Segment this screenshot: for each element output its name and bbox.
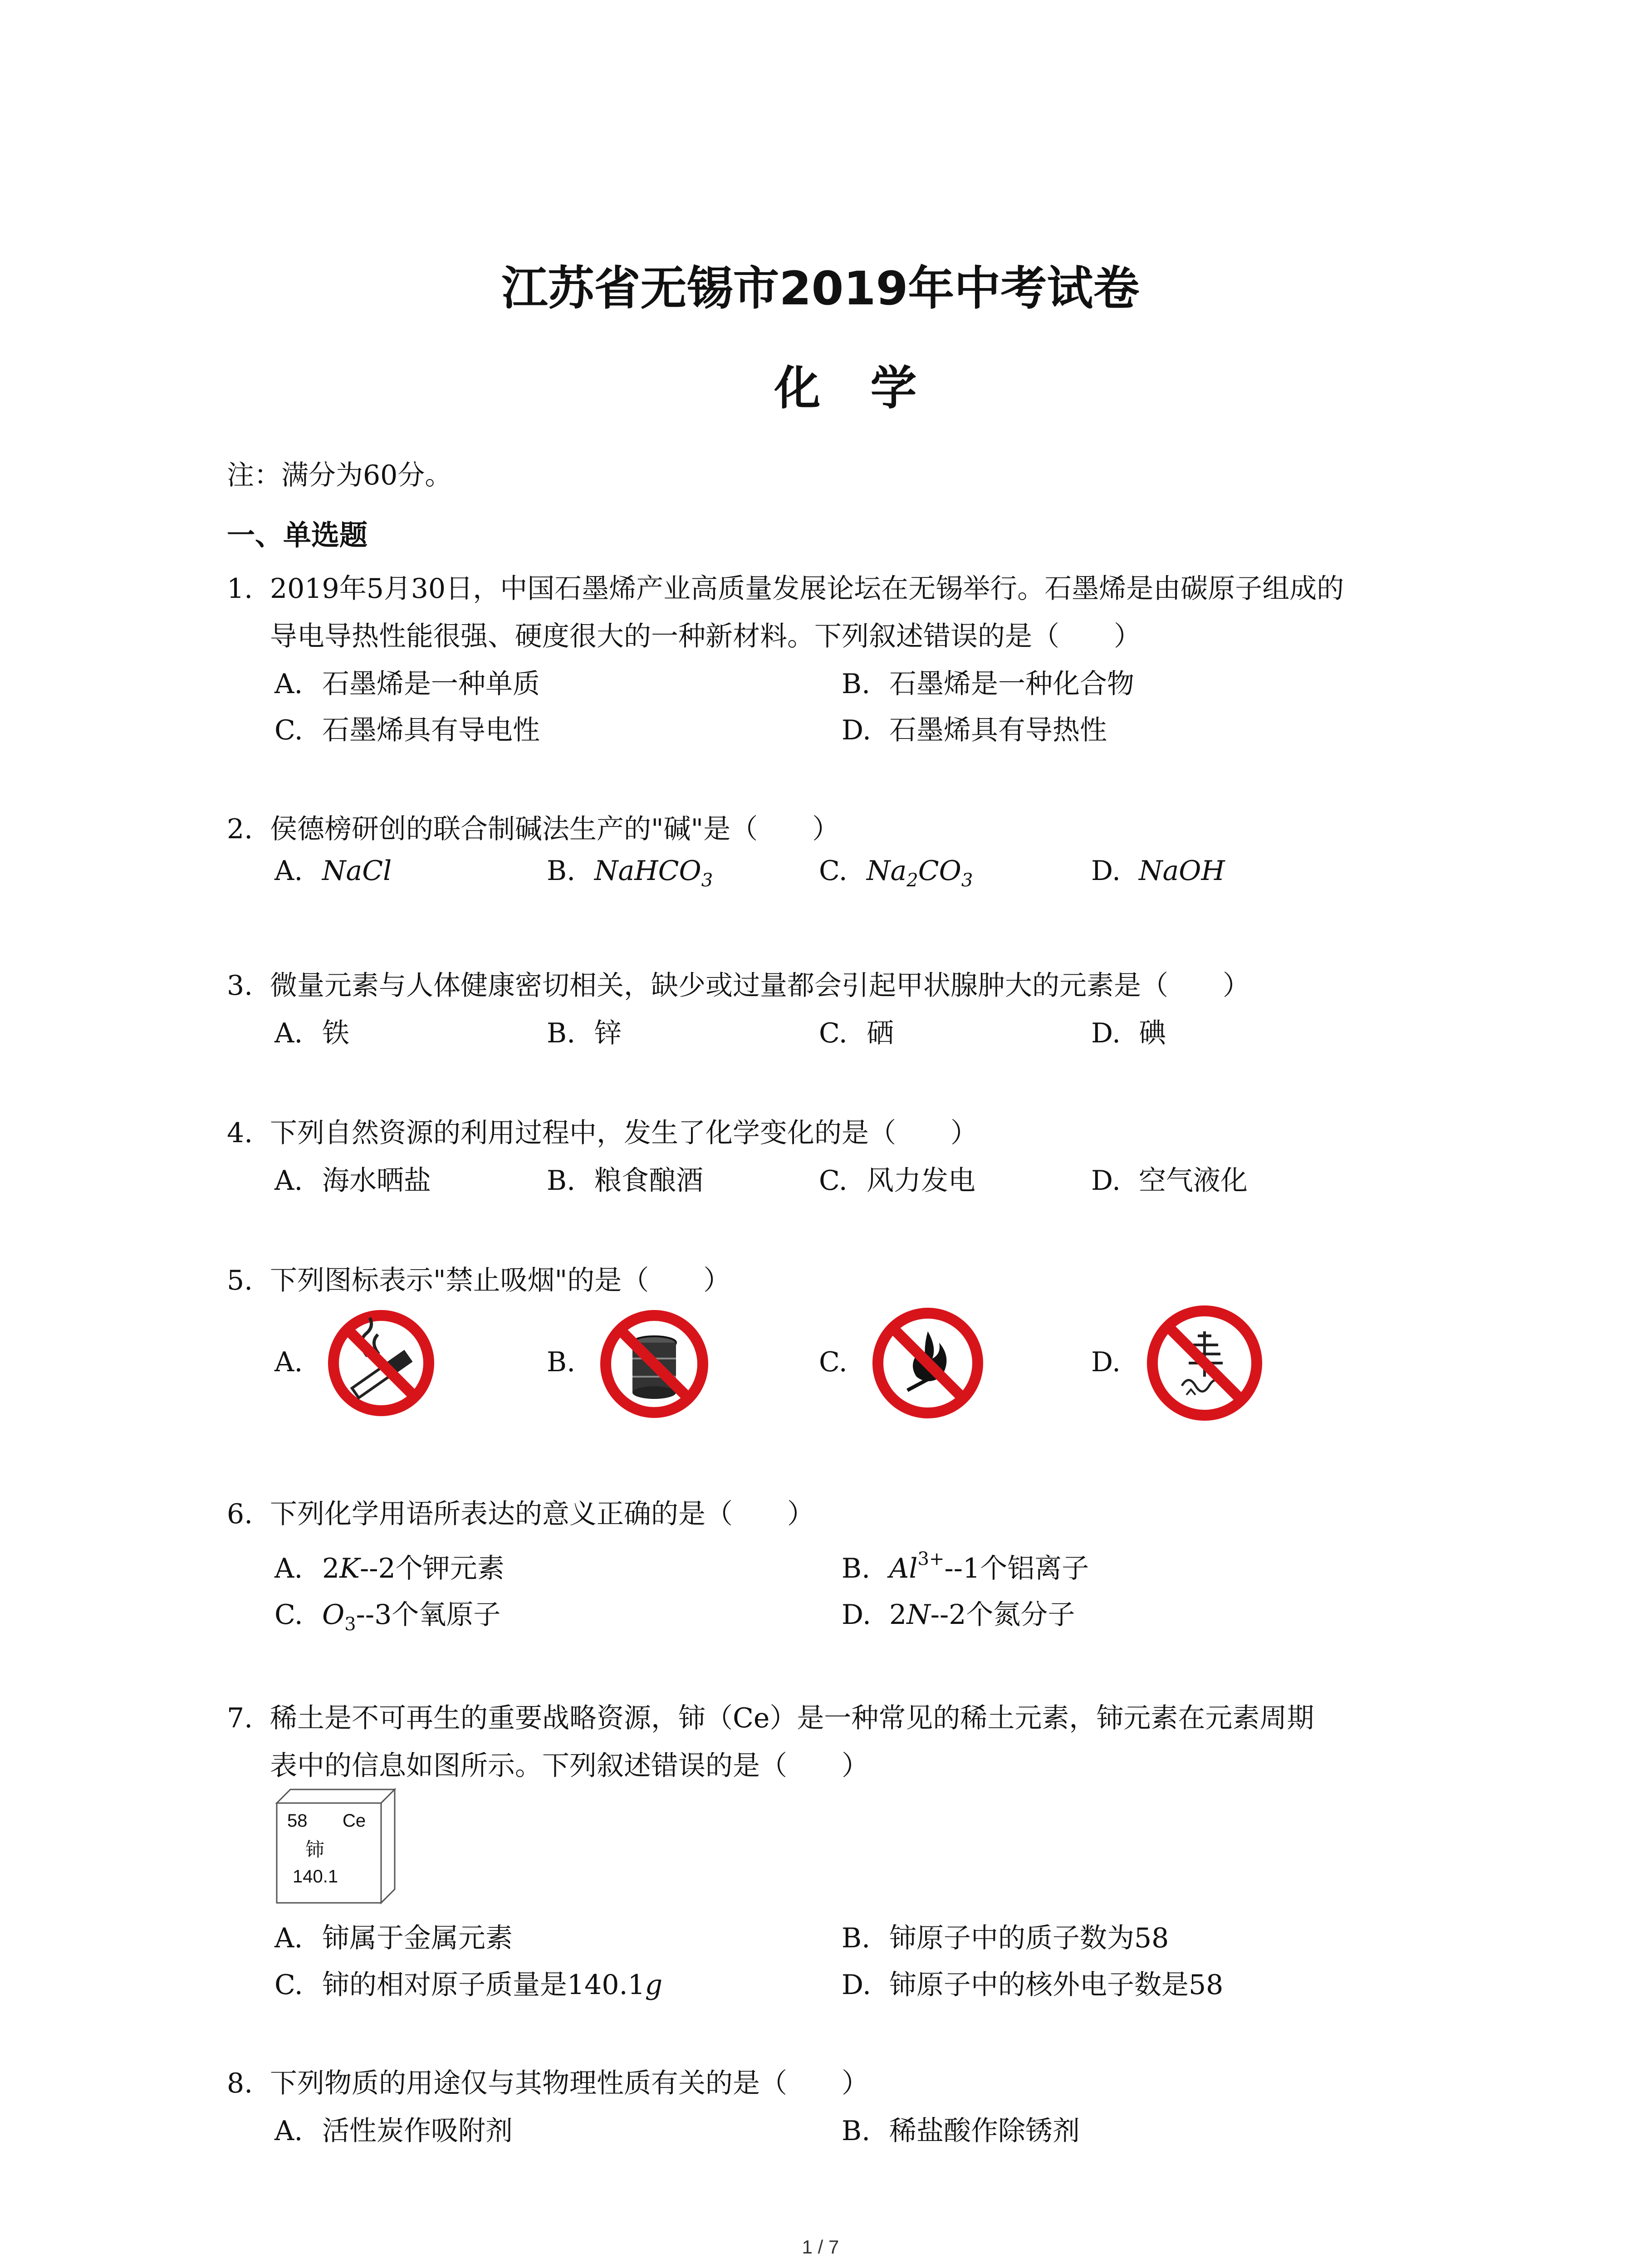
q6-option-c[interactable]: C. $O_3--3$个氧原子: [274, 1599, 501, 1635]
q8-option-b[interactable]: B. 稀盐酸作除锈剂: [842, 2115, 1080, 2147]
q7-option-c[interactable]: C. 铈的相对原子质量是140.1g: [274, 1969, 663, 2001]
cube-outline: [274, 1787, 397, 1905]
q4-option-b[interactable]: B. 粮食酿酒: [547, 1165, 703, 1197]
q1-option-c[interactable]: C. 石墨烯具有导电性: [274, 714, 540, 746]
q7-option-d[interactable]: D. 铈原子中的核外电子数是58: [842, 1969, 1224, 2001]
element-name: 铈: [305, 1838, 325, 1861]
q4-option-c[interactable]: C. 风力发电: [819, 1165, 975, 1197]
q4-option-d[interactable]: D. 空气液化: [1091, 1165, 1248, 1197]
no-fireworks-sign-icon[interactable]: [1143, 1302, 1266, 1424]
q1-option-d[interactable]: D. 石墨烯具有导热性: [842, 714, 1107, 746]
q3-option-d[interactable]: D. 碘: [1091, 1017, 1166, 1049]
element-number: 58: [287, 1811, 308, 1831]
q3-option-b[interactable]: B. 锌: [547, 1017, 622, 1049]
element-symbol: Ce: [343, 1811, 366, 1831]
section-heading: 一、单选题: [227, 518, 368, 552]
q2-option-c[interactable]: C. $Na_2CO_3$: [819, 855, 973, 891]
q6-option-a[interactable]: A. 2K--2个钾元素: [274, 1553, 505, 1584]
q7-option-b[interactable]: B. 铈原子中的质子数为58: [842, 1922, 1169, 1954]
question-4-stem: 4. 下列自然资源的利用过程中，发生了化学变化的是（ ）: [227, 1117, 978, 1149]
q3-option-c[interactable]: C. 硒: [819, 1017, 894, 1049]
q5-option-d-label[interactable]: D.: [1091, 1346, 1121, 1378]
no-smoking-sign-icon[interactable]: [324, 1306, 438, 1420]
question-5-stem: 5. 下列图标表示"禁止吸烟"的是（ ）: [227, 1265, 731, 1296]
no-open-flame-sign-icon[interactable]: [869, 1304, 987, 1422]
q1-option-b[interactable]: B. 石墨烯是一种化合物: [842, 668, 1134, 700]
q2-option-b[interactable]: B. NaHCO$_3$: [547, 855, 713, 891]
exam-title: 江苏省无锡市2019年中考试卷: [501, 262, 1140, 316]
question-1-stem-cont: 导电导热性能很强、硬度很大的一种新材料。下列叙述错误的是（ ）: [270, 621, 1141, 652]
no-flammable-barrel-sign-icon[interactable]: [597, 1306, 712, 1422]
question-7-stem: 7. 稀土是不可再生的重要战略资源，铈（Ce）是一种常见的稀土元素，铈元素在元素周期: [227, 1702, 1314, 1734]
q6-option-d[interactable]: D. 2N--2个氮分子: [842, 1599, 1075, 1631]
q2-option-a[interactable]: A. NaCl: [274, 855, 392, 887]
q1-option-a[interactable]: A. 石墨烯是一种单质: [274, 668, 540, 700]
score-note: 注：满分为60分。: [227, 459, 452, 491]
q6-option-b[interactable]: B. $Al^{3+}--1$个铝离子: [842, 1549, 1089, 1584]
question-8-stem: 8. 下列物质的用途仅与其物理性质有关的是（ ）: [227, 2068, 869, 2099]
q3-option-a[interactable]: A. 铁: [274, 1017, 349, 1049]
exam-subject: 化学: [774, 362, 967, 415]
q4-option-a[interactable]: A. 海水晒盐: [274, 1165, 431, 1197]
q8-option-a[interactable]: A. 活性炭作吸附剂: [274, 2115, 513, 2147]
q5-option-c-label[interactable]: C.: [819, 1346, 847, 1378]
page-number: 1 / 7: [802, 2236, 839, 2258]
q5-option-b-label[interactable]: B.: [547, 1346, 576, 1378]
element-mass: 140.1: [293, 1867, 338, 1887]
q7-option-a[interactable]: A. 铈属于金属元素: [274, 1922, 513, 1954]
question-2-stem: 2. 侯德榜研创的联合制碱法生产的"碱"是（ ）: [227, 813, 840, 845]
q2-option-d[interactable]: D. NaOH: [1091, 855, 1225, 887]
question-6-stem: 6. 下列化学用语所表达的意义正确的是（ ）: [227, 1498, 814, 1530]
question-1-stem: 1. 2019年5月30日，中国石墨烯产业高质量发展论坛在无锡举行。石墨烯是由碳原子组成的: [227, 573, 1344, 605]
question-3-stem: 3. 微量元素与人体健康密切相关，缺少或过量都会引起甲状腺肿大的元素是（ ）: [227, 970, 1250, 1002]
question-7-stem-cont: 表中的信息如图所示。下列叙述错误的是（ ）: [270, 1750, 869, 1782]
q5-option-a-label[interactable]: A.: [274, 1346, 303, 1378]
